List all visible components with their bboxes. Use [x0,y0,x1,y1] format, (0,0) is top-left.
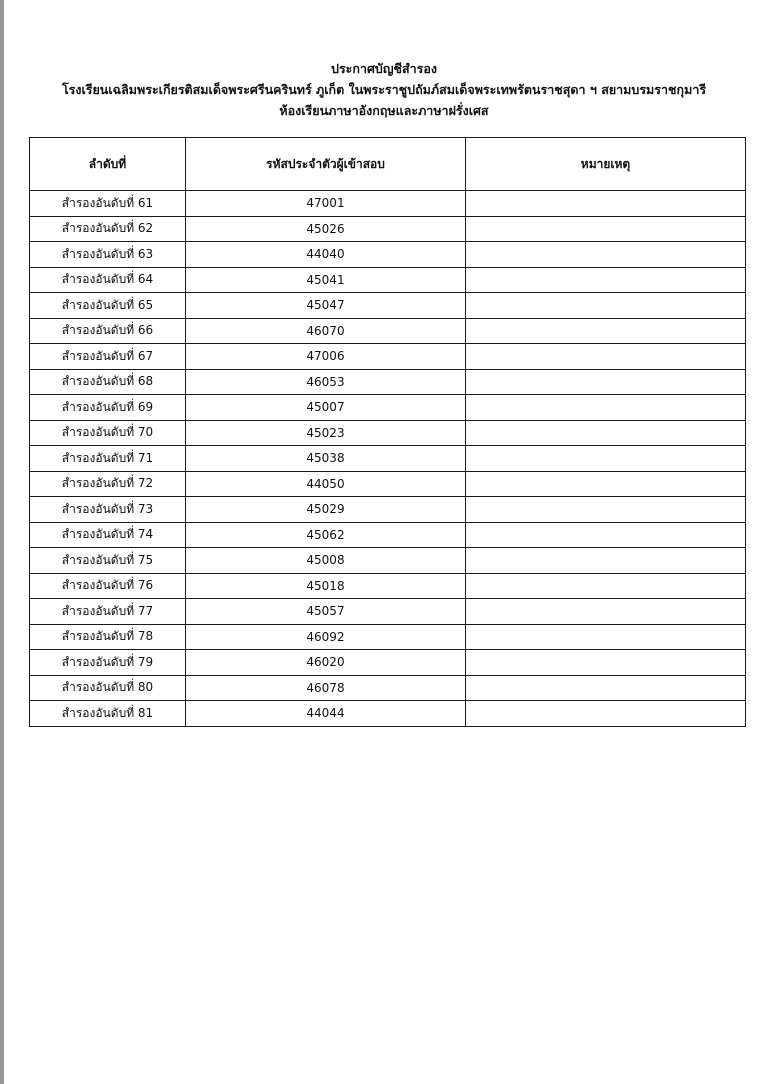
remarks-cell [466,599,746,625]
rank-cell: สำรองอันดับที่ 61 [30,191,186,217]
exam-id-cell: 45029 [186,497,466,523]
remarks-cell [466,471,746,497]
column-header-remarks: หมายเหตุ [466,138,746,191]
exam-id-cell: 45041 [186,267,466,293]
exam-id-cell: 45062 [186,522,466,548]
rank-cell: สำรองอันดับที่ 67 [30,344,186,370]
table-row [30,369,746,395]
rank-cell: สำรองอันดับที่ 73 [30,497,186,523]
exam-id-cell: 47001 [186,191,466,217]
table-row [30,242,746,268]
table-row [30,395,746,421]
remarks-cell [466,293,746,319]
program-name: ห้องเรียนภาษาอังกฤษและภาษาฝรั่งเศส [279,103,489,118]
table-row [30,293,746,319]
table-row [30,522,746,548]
table-row [30,624,746,650]
remarks-cell [466,497,746,523]
table-row [30,599,746,625]
rank-cell: สำรองอันดับที่ 76 [30,573,186,599]
table-row [30,548,746,574]
remarks-cell [466,573,746,599]
rank-cell: สำรองอันดับที่ 74 [30,522,186,548]
remarks-cell [466,318,746,344]
rank-cell: สำรองอันดับที่ 79 [30,650,186,676]
table-row [30,216,746,242]
table-row [30,497,746,523]
rank-cell: สำรองอันดับที่ 68 [30,369,186,395]
rank-cell: สำรองอันดับที่ 69 [30,395,186,421]
table-row [30,675,746,701]
exam-id-cell: 46053 [186,369,466,395]
rank-cell: สำรองอันดับที่ 78 [30,624,186,650]
remarks-cell [466,216,746,242]
exam-id-cell: 46070 [186,318,466,344]
exam-id-cell: 45047 [186,293,466,319]
remarks-cell [466,522,746,548]
document-header [0,58,768,121]
document-title: ประกาศบัญชีสำรอง [331,61,437,76]
remarks-cell [466,624,746,650]
scan-edge [0,0,4,1084]
exam-id-cell: 44044 [186,701,466,727]
rank-cell: สำรองอันดับที่ 64 [30,267,186,293]
rank-cell: สำรองอันดับที่ 63 [30,242,186,268]
exam-id-cell: 46020 [186,650,466,676]
rank-cell: สำรองอันดับที่ 81 [30,701,186,727]
exam-id-cell: 44050 [186,471,466,497]
remarks-cell [466,548,746,574]
table-row [30,446,746,472]
rank-cell: สำรองอันดับที่ 66 [30,318,186,344]
rank-cell: สำรองอันดับที่ 62 [30,216,186,242]
exam-id-cell: 45018 [186,573,466,599]
table-row [30,701,746,727]
remarks-cell [466,242,746,268]
school-name: โรงเรียนเฉลิมพระเกียรติสมเด็จพระศรีนครินทร์ ภูเก็ต ในพระราชูปถัมภ์สมเด็จพระเทพรัตนราชสุดา ฯ สยามบรมราชกุมารี [61,82,707,97]
table-row [30,191,746,217]
table-header-row [30,138,746,191]
remarks-cell [466,369,746,395]
exam-id-cell: 45026 [186,216,466,242]
exam-id-cell: 47006 [186,344,466,370]
exam-id-cell: 46092 [186,624,466,650]
remarks-cell [466,395,746,421]
reserve-list-table [29,137,746,727]
remarks-cell [466,191,746,217]
exam-id-cell: 45007 [186,395,466,421]
column-header-exam-id: รหัสประจำตัวผู้เข้าสอบ [186,138,466,191]
rank-cell: สำรองอันดับที่ 72 [30,471,186,497]
table-row [30,344,746,370]
rank-cell: สำรองอันดับที่ 80 [30,675,186,701]
exam-id-cell: 45023 [186,420,466,446]
remarks-cell [466,344,746,370]
exam-id-cell: 45057 [186,599,466,625]
exam-id-cell: 45008 [186,548,466,574]
rank-cell: สำรองอันดับที่ 75 [30,548,186,574]
rank-cell: สำรองอันดับที่ 71 [30,446,186,472]
remarks-cell [466,420,746,446]
exam-id-cell: 44040 [186,242,466,268]
remarks-cell [466,267,746,293]
table-row [30,420,746,446]
table-row [30,573,746,599]
table-row [30,267,746,293]
rank-cell: สำรองอันดับที่ 70 [30,420,186,446]
remarks-cell [466,446,746,472]
table-row [30,318,746,344]
table-row [30,471,746,497]
remarks-cell [466,650,746,676]
remarks-cell [466,701,746,727]
rank-cell: สำรองอันดับที่ 77 [30,599,186,625]
rank-cell: สำรองอันดับที่ 65 [30,293,186,319]
table-row [30,650,746,676]
table-body [30,191,746,727]
exam-id-cell: 46078 [186,675,466,701]
column-header-rank: ลำดับที่ [30,138,186,191]
remarks-cell [466,675,746,701]
exam-id-cell: 45038 [186,446,466,472]
